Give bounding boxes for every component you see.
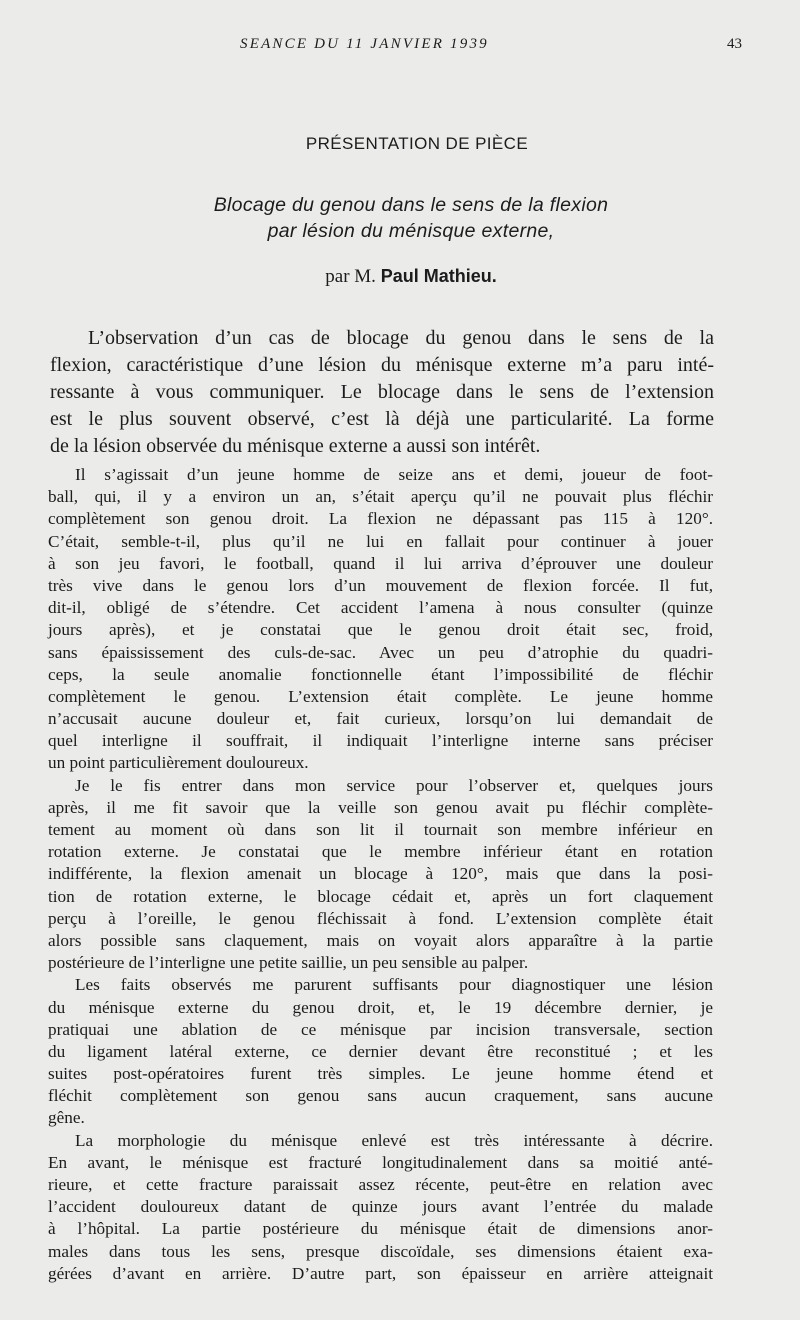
body-line: postérieure de l’interligne une petite saillie, un peu sensible au palper.	[48, 953, 529, 973]
body-line: Il s’agissait d’un jeune homme de seize ans et demi, joueur de foot-	[75, 465, 713, 484]
body-line: à son jeu favori, le football, quand il lui arriva d’éprouver une douleur	[48, 553, 713, 573]
abstract-line: ressante à vous communiquer. Le blocage dans le sens de l’extension	[50, 381, 714, 403]
body-line: du ménisque externe du genou droit, et, le 19 décembre dernier, je	[48, 997, 713, 1017]
body-line: indifférente, la flexion amenait un blocage à 120°, mais que dans la posi-	[48, 864, 713, 884]
body-line: Je le fis entrer dans mon service pour l’observer et, quelques jours	[75, 775, 713, 795]
body-line: La morphologie du ménisque enlevé est très intéressante à décrire.	[75, 1130, 713, 1150]
body-line: jours après), et je constatai que le genou droit était sec, froid,	[48, 620, 713, 640]
body-line: quel interligne il souffrait, il indiquait l’interligne interne sans préciser	[48, 731, 713, 751]
body-line: très vive dans le genou lors d’un mouvement de flexion forcée. Il fut,	[48, 575, 713, 595]
body-line: perçu à l’oreille, le genou fléchissait à fond. L’extension complète était	[48, 908, 713, 928]
article-title-line: Blocage du genou dans le sens de la flexion	[213, 194, 609, 216]
body-line: En avant, le ménisque est fracturé longitudinalement dans sa moitié anté-	[48, 1152, 713, 1172]
body-line: dit-il, obligé de s’étendre. Cet accident l’amena à nous consulter (quinze	[48, 598, 713, 618]
body-line: sans épaississement des culs-de-sac. Avec un peu d’atrophie du quadri-	[48, 642, 713, 662]
body-line: n’accusait aucune douleur et, fait curieux, lorsqu’on lui demandait de	[48, 709, 713, 729]
abstract-line: de la lésion observée du ménisque externe a aussi son intérêt.	[50, 435, 541, 457]
article-title-line: par lésion du ménisque externe,	[267, 220, 555, 242]
page-number: 43	[727, 36, 742, 52]
running-head: SEANCE DU 11 JANVIER 1939	[240, 36, 489, 52]
body-line: du ligament latéral externe, ce dernier devant être reconstitué ; et les	[48, 1041, 713, 1061]
article-title	[0, 192, 800, 244]
section-title: PRÉSENTATION DE PIÈCE	[305, 134, 529, 153]
body-line: complètement son genou droit. La flexion ne dépassant pas 115 à 120°.	[48, 509, 713, 529]
body-line: rotation externe. Je constatai que le membre inférieur étant en rotation	[48, 842, 713, 862]
abstract-line: flexion, caractéristique d’une lésion du ménisque externe m’a paru inté-	[50, 354, 714, 376]
body-line: l’accident douloureux datant de quinze jours avant l’entrée du malade	[48, 1197, 713, 1217]
body-line: fléchit complètement son genou sans aucun craquement, sans aucune	[48, 1086, 713, 1106]
body-line: ceps, la seule anomalie fonctionnelle étant l’impossibilité de fléchir	[48, 664, 713, 684]
body-line: rieure, et cette fracture paraissait assez récente, peut-être en relation avec	[48, 1175, 713, 1194]
body-line: gêne.	[48, 1108, 85, 1128]
abstract-paragraph	[50, 325, 714, 460]
body-line: C’était, semble-t-il, plus qu’il ne lui en fallait pour continuer à jouer	[48, 531, 713, 551]
body-line: tion de rotation externe, le blocage cédait et, après un fort claquement	[48, 886, 713, 906]
body-line: après, il me fit savoir que la veille son genou avait pu fléchir complète-	[48, 797, 713, 817]
body-line: Les faits observés me parurent suffisants pour diagnostiquer une lésion	[75, 975, 713, 995]
byline-prefix: par M.	[325, 266, 376, 287]
body-line: pratiquai une ablation de ce ménisque par incision transversale, section	[48, 1019, 713, 1039]
body-line: à l’hôpital. La partie postérieure du ménisque était de dimensions anor-	[48, 1219, 713, 1239]
body-line: ball, qui, il y a environ un an, s’était aperçu qu’il ne pouvait plus fléchir	[48, 487, 713, 507]
byline	[0, 266, 800, 288]
body-line: tement au moment où dans son lit il tournait son membre inférieur en	[48, 820, 713, 839]
abstract-line: est le plus souvent observé, c’est là déjà une particularité. La forme	[50, 408, 714, 430]
body-line: complètement le genou. L’extension était complète. Le jeune homme	[48, 686, 713, 706]
abstract-line: L’observation d’un cas de blocage du genou dans le sens de la	[88, 327, 714, 349]
body-line: suites post-opératoires furent très simples. Le jeune homme étend et	[48, 1064, 713, 1084]
body-line: gérées d’avant en arrière. D’autre part, son épaisseur en arrière atteignait	[48, 1263, 713, 1283]
body-line: alors possible sans claquement, mais on voyait alors apparaître à la partie	[48, 930, 713, 950]
author-name: Paul Mathieu.	[380, 266, 497, 286]
body-text	[48, 464, 713, 1285]
body-line: un point particulièrement douloureux.	[48, 753, 309, 773]
body-line: males dans tous les sens, presque discoïdale, ses dimensions étaient exa-	[48, 1241, 713, 1261]
